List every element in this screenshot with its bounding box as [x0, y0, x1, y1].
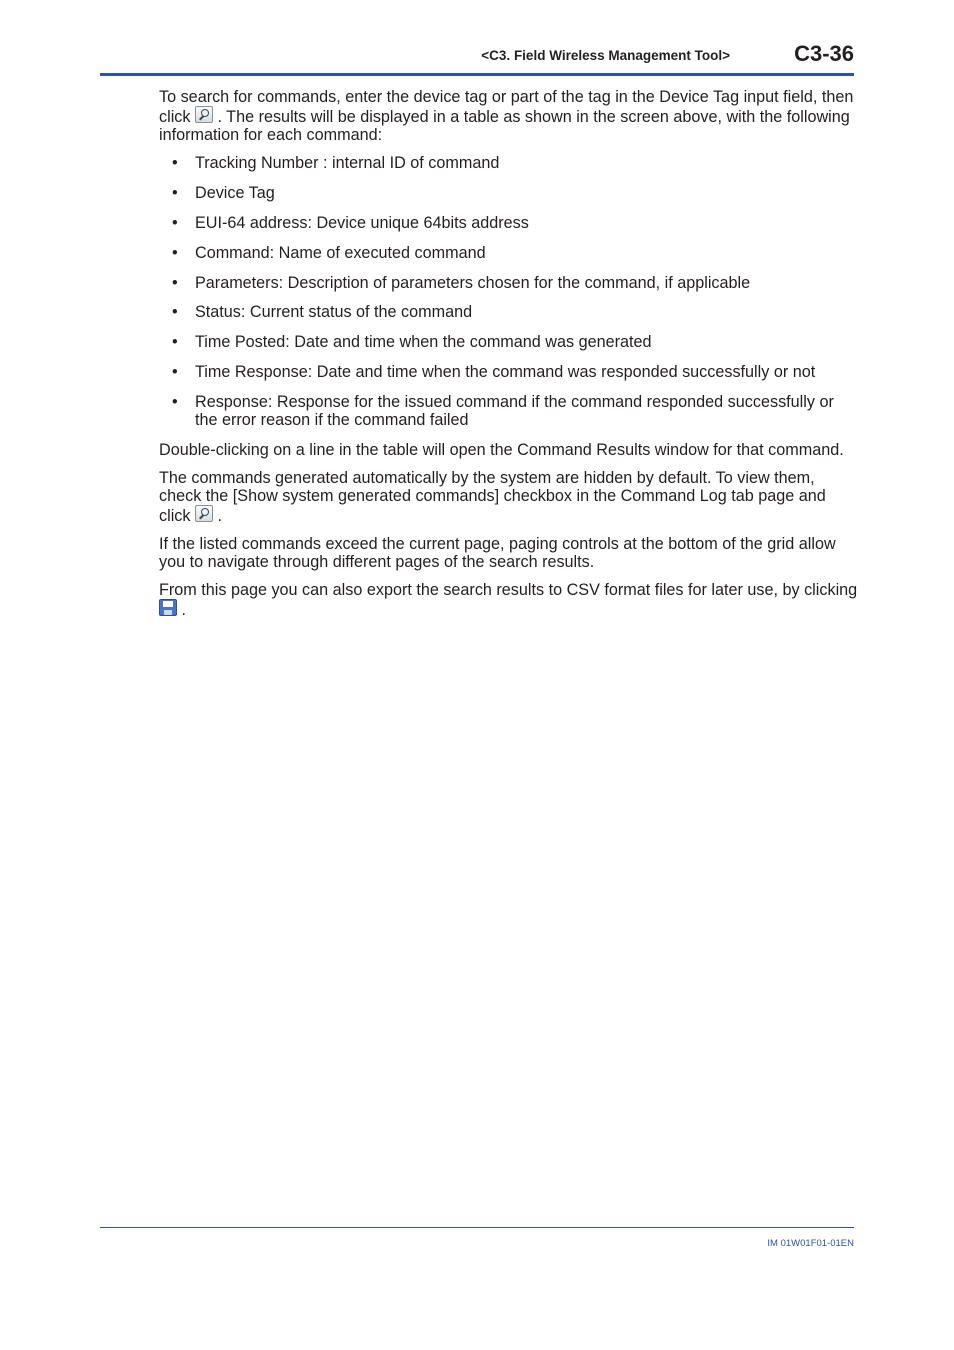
- list-item: • Parameters: Description of parameters chosen for the command, if applicable: [172, 273, 751, 292]
- page-content: [159, 88, 859, 629]
- list-item: • Tracking Number : internal ID of command: [172, 154, 500, 172]
- list-item: • Time Response: Date and time when the command was responded successfully or not: [172, 363, 816, 382]
- double-click-paragraph: Double-clicking on a line in the table will open the Command Results window for that command.: [159, 441, 844, 460]
- page-number: C3-36: [794, 41, 854, 66]
- footer-rule: [100, 1227, 854, 1228]
- paging-paragraph: If the listed commands exceed the current page, paging controls at the bottom of the grid allow you to navigate through different pages of the search results.: [159, 535, 836, 572]
- list-item: • Response: Response for the issued command if the command responded successfully or the error reason if the command failed: [172, 393, 834, 430]
- save-icon[interactable]: [159, 599, 177, 616]
- command-info-list: [159, 154, 859, 429]
- document-id: IM 01W01F01-01EN: [767, 1238, 854, 1249]
- list-item: • Time Posted: Date and time when the command was generated: [172, 333, 652, 352]
- search-icon[interactable]: [195, 505, 213, 522]
- system-commands-paragraph: The commands generated automatically by the system are hidden by default. To view them, check the [Show system generated commands] checkbox in the Command Log tab page and click .: [159, 469, 826, 526]
- list-item: • Status: Current status of the command: [172, 303, 473, 322]
- list-item: • Device Tag: [172, 183, 275, 202]
- chapter-title: <C3. Field Wireless Management Tool>: [481, 48, 730, 63]
- list-item: • Command: Name of executed command: [172, 243, 486, 262]
- intro-paragraph: To search for commands, enter the device tag or part of the tag in the Device Tag input field, then click . The results will be displayed in a table as shown in the screen above, with the following information for each command:: [159, 88, 854, 144]
- header-rule: [100, 73, 854, 76]
- search-icon[interactable]: [195, 106, 213, 123]
- list-item: • EUI-64 address: Device unique 64bits address: [172, 213, 529, 232]
- export-paragraph: From this page you can also export the search results to CSV format files for later use, by clicking .: [159, 581, 858, 620]
